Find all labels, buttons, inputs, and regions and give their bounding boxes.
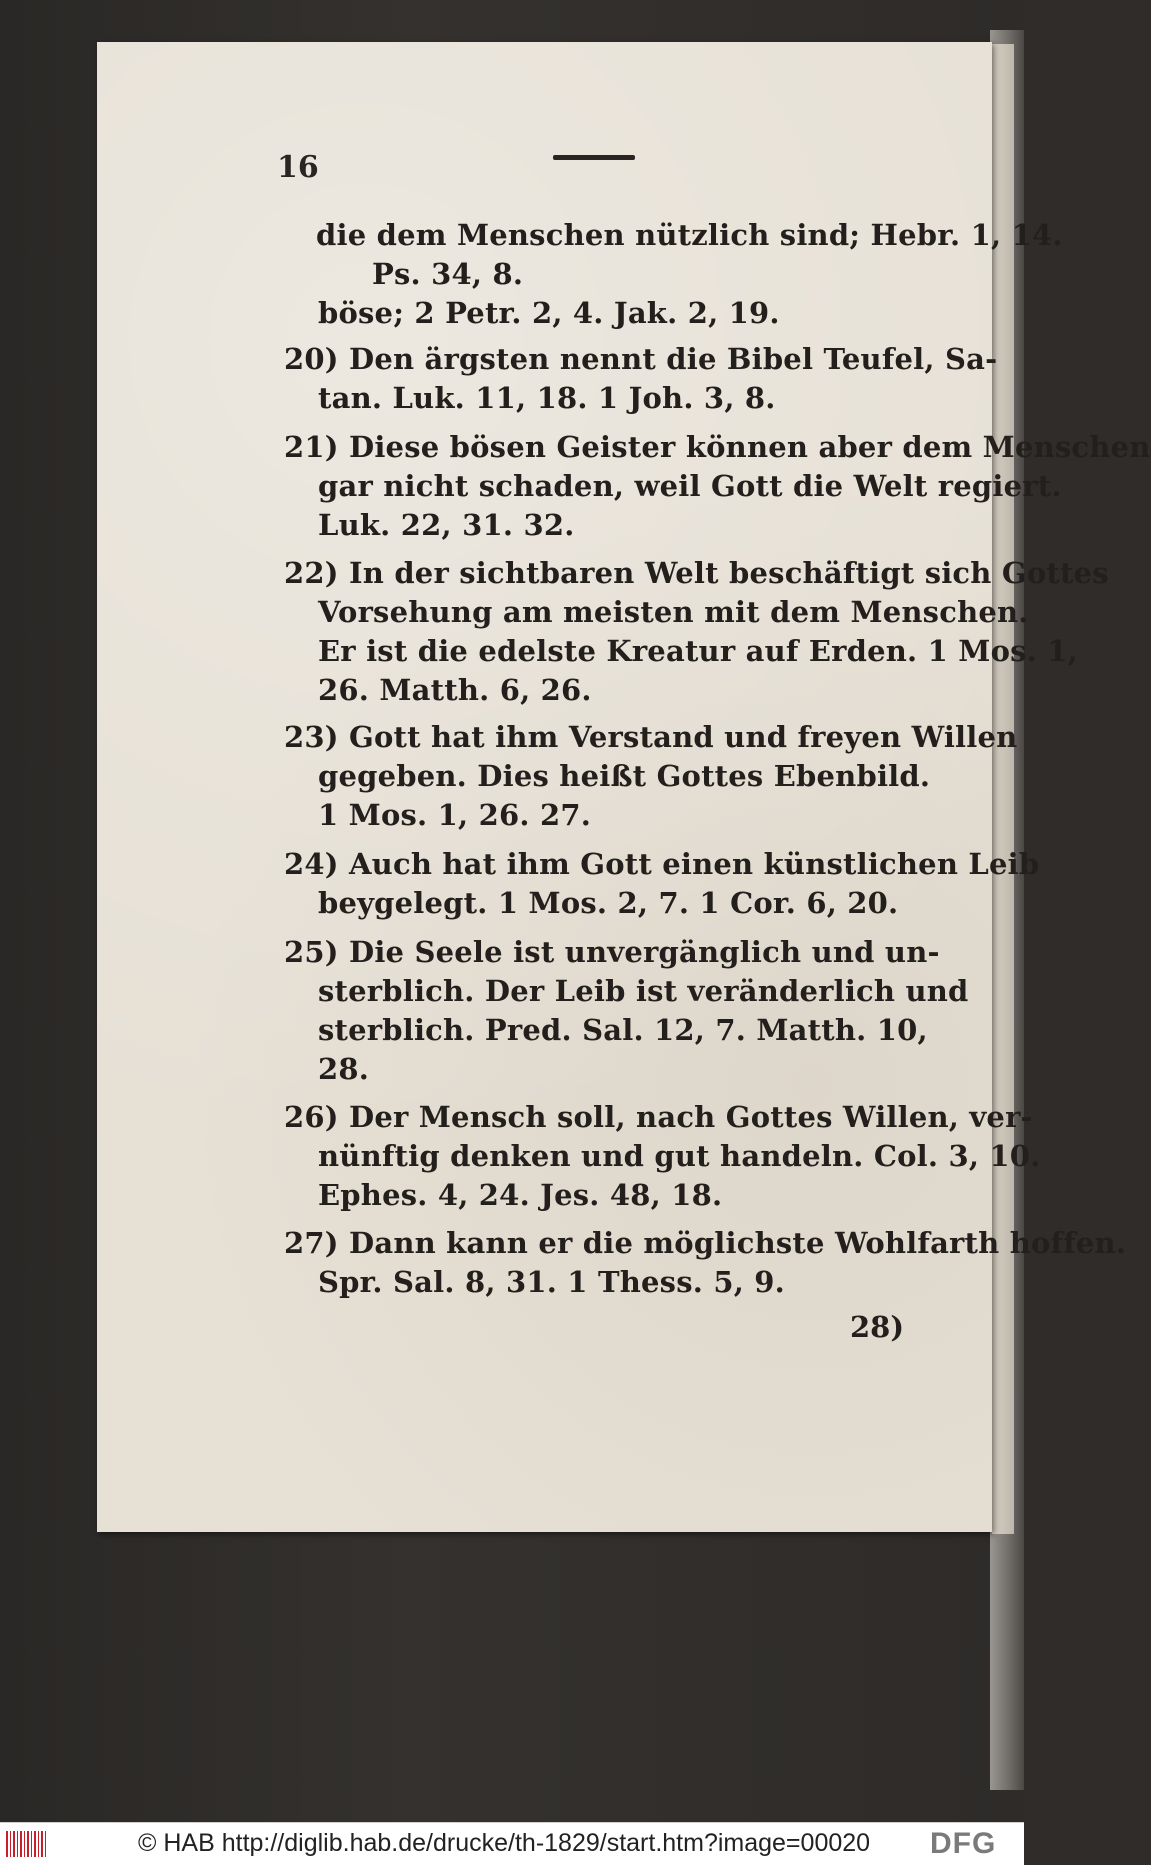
text-line: 26) Der Mensch soll, nach Gottes Willen, ver- xyxy=(284,1100,1033,1134)
page-number: 16 xyxy=(277,150,319,185)
text-line: Luk. 22, 31. 32. xyxy=(318,508,575,542)
text-line: die dem Menschen nützlich sind; Hebr. 1, 14. xyxy=(316,218,1063,252)
text-line: 26. Matth. 6, 26. xyxy=(318,673,592,707)
text-line: tan. Luk. 11, 18. 1 Joh. 3, 8. xyxy=(318,381,776,415)
footer-bar xyxy=(0,1822,1024,1865)
text-line: Spr. Sal. 8, 31. 1 Thess. 5, 9. xyxy=(318,1265,785,1299)
text-line: gegeben. Dies heißt Gottes Ebenbild. xyxy=(318,759,931,793)
text-line: Ephes. 4, 24. Jes. 48, 18. xyxy=(318,1178,723,1212)
text-line: Ps. 34, 8. xyxy=(372,257,524,291)
text-line: nünftig denken und gut handeln. Col. 3, 10. xyxy=(318,1139,1041,1173)
text-line: 23) Gott hat ihm Verstand und freyen Willen xyxy=(284,720,1018,754)
text-line: 28. xyxy=(318,1052,370,1086)
text-line: 20) Den ärgsten nennt die Bibel Teufel, Sa- xyxy=(284,342,998,376)
text-line: böse; 2 Petr. 2, 4. Jak. 2, 19. xyxy=(318,296,780,330)
text-line: Vorsehung am meisten mit dem Menschen. xyxy=(318,595,1029,629)
catchword: 28) xyxy=(850,1310,905,1344)
text-line: 21) Diese bösen Geister können aber dem Menschen xyxy=(284,430,1151,464)
text-line: sterblich. Der Leib ist veränderlich und xyxy=(318,974,969,1008)
dfg-logo: DFG xyxy=(930,1827,997,1860)
text-line: 27) Dann kann er die möglichste Wohlfarth hoffen. xyxy=(284,1226,1127,1260)
text-line: 1 Mos. 1, 26. 27. xyxy=(318,798,592,832)
text-line: sterblich. Pred. Sal. 12, 7. Matth. 10, xyxy=(318,1013,928,1047)
barcode-icon xyxy=(6,1831,46,1857)
text-line: gar nicht schaden, weil Gott die Welt regiert. xyxy=(318,469,1062,503)
text-line: beygelegt. 1 Mos. 2, 7. 1 Cor. 6, 20. xyxy=(318,886,899,920)
text-line: 25) Die Seele ist unvergänglich und un- xyxy=(284,935,940,969)
header-rule xyxy=(553,155,635,160)
text-line: Er ist die edelste Kreatur auf Erden. 1 Mos. 1, xyxy=(318,634,1078,668)
text-line: 24) Auch hat ihm Gott einen künstlichen Leib xyxy=(284,847,1040,881)
footer-source-link[interactable]: © HAB http://diglib.hab.de/drucke/th-1829/start.htm?image=00020 xyxy=(138,1829,871,1857)
page-edge xyxy=(992,44,1014,1534)
text-line: 22) In der sichtbaren Welt beschäftigt sich Gottes xyxy=(284,556,1109,590)
